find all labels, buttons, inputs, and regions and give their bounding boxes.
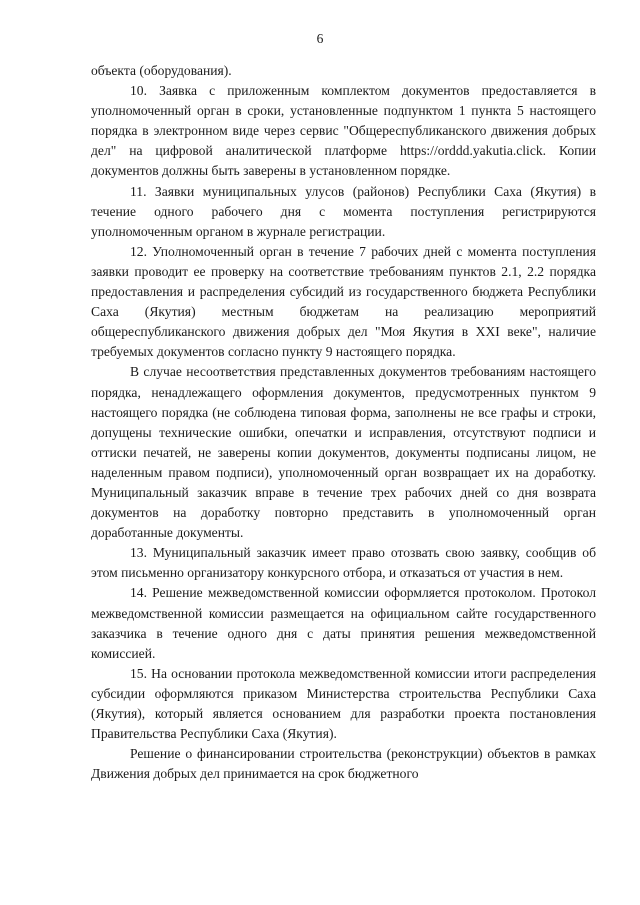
page-number: 6 [316,31,324,46]
paragraph-item-15: 15. На основании протокола межведомственной комиссии итоги распределения субсидии оформляются приказом Министерства строительства Республики Саха (Якутия), который является основанием для разработки проекта постановления Правительства Республики Саха (Якутия). [91,665,596,742]
paragraph-item-11: 11. Заявки муниципальных улусов (районов) Республики Саха (Якутия) в течение одного рабочего дня с момента поступления регистрируются уполномоченным органом в журнале регистрации. [91,183,596,239]
paragraph-item-12: 12. Уполномоченный орган в течение 7 рабочих дней с момента поступления заявки проводит ее проверку на соответствие требованиям пунктов 2.1, 2.2 порядка предоставления и распределения субсидий из государственного бюджета Республики Саха (Якутия) местным бюджетам на реализацию мероприятий общереспубликанского движения добрых дел "Моя Якутия в XXI веке", наличие требуемых документов согласно пункту 9 настоящего порядка. [91,243,596,360]
paragraph-item-10: 10. Заявка с приложенным комплектом документов предоставляется в уполномоченный орган в сроки, установленные подпунктом 1 пункта 5 настоящего порядка в электронном виде через сервис "Общереспубликанского движения добрых дел" на цифровой аналитической платформе https://orddd.yakutia.click. Копии документов должны быть заверены в установленном порядке. [91,83,596,179]
paragraph-item-13: 13. Муниципальный заказчик имеет право отозвать свою заявку, сообщив об этом письменно организатору конкурсного отбора, и отказаться от участия в нем. [91,545,596,581]
paragraph-continuation: объекта (оборудования). [91,63,232,78]
document-body [91,61,596,784]
paragraph-item-15-financing: Решение о финансировании строительства (реконструкции) объектов в рамках Движения добрых дел принимается на срок бюджетного [91,746,596,782]
paragraph-item-14: 14. Решение межведомственной комиссии оформляется протоколом. Протокол межведомственной комиссии размещается на официальном сайте государственного заказчика в течение одного дня с даты принятия решения межведомственной комиссией. [91,585,596,661]
paragraph-item-12-nonconformity: В случае несоответствия представленных документов требованиям настоящего порядка, ненадлежащего оформления документов, предусмотренных пунктом 9 настоящего порядка (не соблюдена типовая форма, заполнены не все графы и строки, допущены технические ошибки, опечатки и исправления, отсутствуют подписи и оттиски печатей, не заверены копии документов, документы подписаны лицом, не наделенным правом подписи), уполномоченный орган возвращает их на доработку. Муниципальный заказчик вправе в течение трех рабочих дней со дня возврата документов на доработку повторно представить в уполномоченный орган доработанные документы. [91,364,596,541]
